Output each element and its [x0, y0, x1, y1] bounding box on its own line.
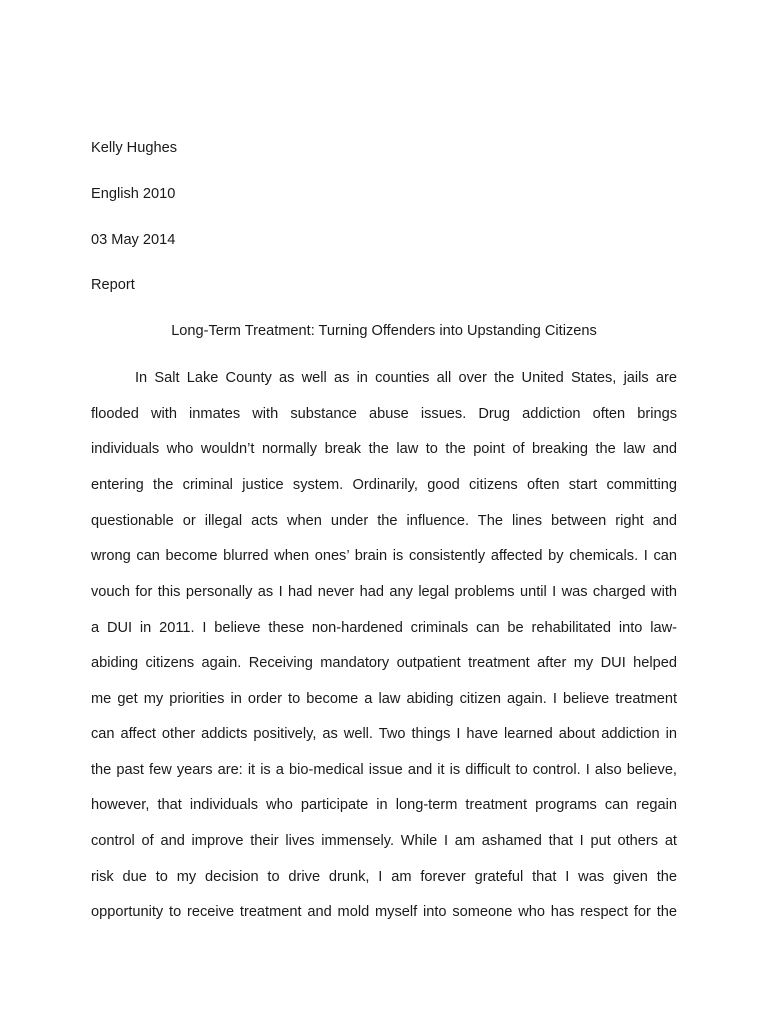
body-text-line: questionable or illegal acts when under the influence. The lines between right and [91, 513, 677, 529]
body-text-line: individuals who wouldn’t normally break the law to the point of breaking the law and [91, 441, 677, 457]
document-title: Long-Term Treatment: Turning Offenders into Upstanding Citizens [171, 323, 597, 339]
body-text-line: the past few years are: it is a bio-medical issue and it is difficult to control. I also believe, [91, 762, 677, 778]
body-text-line: entering the criminal justice system. Ordinarily, good citizens often start committing [91, 477, 677, 493]
body-text-line: wrong can become blurred when ones’ brain is consistently affected by chemicals. I can [91, 548, 677, 564]
body-text-line: In Salt Lake County as well as in counties all over the United States, jails are [135, 370, 677, 386]
document-date: 03 May 2014 [91, 232, 176, 248]
body-text-line: control of and improve their lives immensely. While I am ashamed that I put others at [91, 833, 677, 849]
body-text-line: risk due to my decision to drive drunk, I am forever grateful that I was given the [91, 869, 677, 885]
body-text-line: me get my priorities in order to become a law abiding citizen again. I believe treatment [91, 691, 677, 707]
body-text-line: however, that individuals who participate in long-term treatment programs can regain [91, 797, 677, 813]
body-text-line: abiding citizens again. Receiving mandatory outpatient treatment after my DUI helped [91, 655, 677, 671]
body-text-line: flooded with inmates with substance abuse issues. Drug addiction often brings [91, 406, 677, 422]
author-name: Kelly Hughes [91, 140, 177, 156]
body-text-line: vouch for this personally as I had never had any legal problems until I was charged with [91, 584, 677, 600]
body-text-line: opportunity to receive treatment and mold myself into someone who has respect for the [91, 904, 677, 920]
course-name: English 2010 [91, 186, 176, 202]
body-text-line: a DUI in 2011. I believe these non-hardened criminals can be rehabilitated into law- [91, 620, 677, 636]
document-type: Report [91, 277, 135, 293]
body-text-line: can affect other addicts positively, as well. Two things I have learned about addiction in [91, 726, 677, 742]
